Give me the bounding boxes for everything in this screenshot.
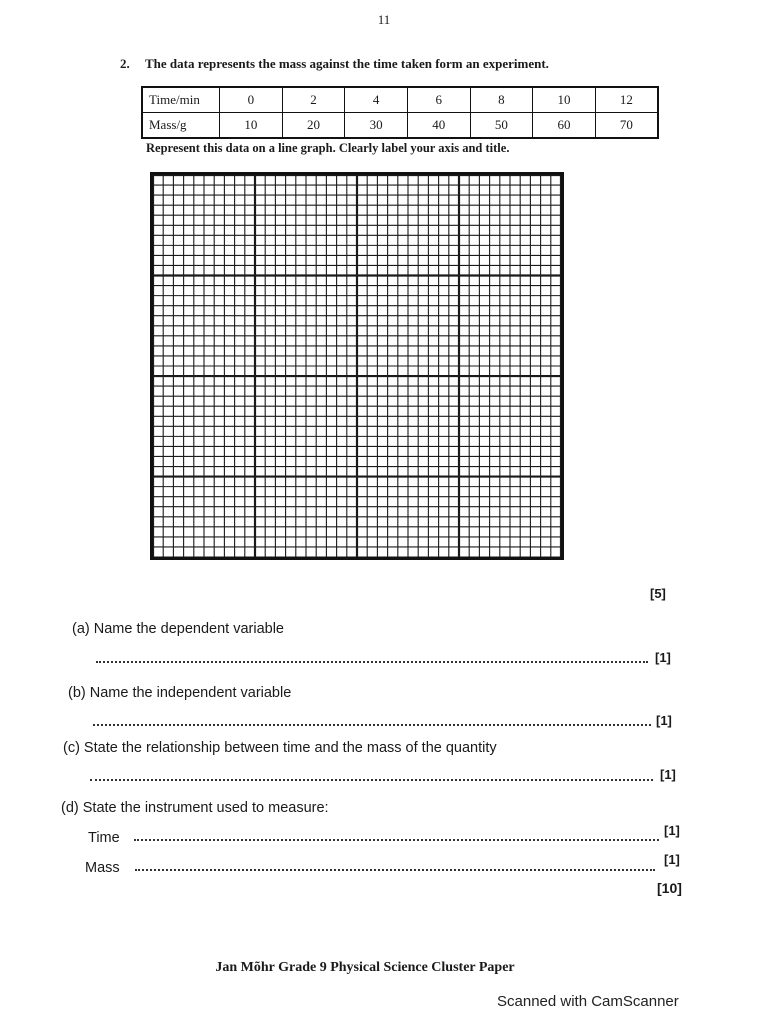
table-cell: 50: [470, 113, 533, 139]
answer-line-a[interactable]: [96, 661, 648, 663]
table-cell: 0: [220, 87, 283, 113]
question-intro: The data represents the mass against the time taken form an experiment.: [145, 56, 549, 71]
question-number: 2.: [120, 56, 130, 71]
question-c-label: (c) State the relationship between time and the mass of the quantity: [63, 740, 497, 756]
table-header-mass: Mass/g: [142, 113, 220, 139]
table-row-time: [142, 87, 658, 113]
table-cell: 12: [595, 87, 658, 113]
question-a-label: (a) Name the dependent variable: [72, 621, 284, 637]
question-d-label: (d) State the instrument used to measure:: [61, 800, 329, 816]
marks-mass: [1]: [664, 852, 680, 867]
question-d-mass-label: Mass: [85, 860, 120, 876]
data-table: [141, 86, 659, 139]
table-cell: 2: [282, 87, 345, 113]
table-cell: 8: [470, 87, 533, 113]
question-d-time-label: Time: [88, 830, 120, 846]
marks-time: [1]: [664, 823, 680, 838]
graph-paper[interactable]: [150, 172, 564, 560]
question-b-label: (b) Name the independent variable: [68, 685, 292, 701]
table-cell: 10: [220, 113, 283, 139]
table-cell: 20: [282, 113, 345, 139]
table-cell: 70: [595, 113, 658, 139]
marks-b: [1]: [656, 713, 672, 728]
table-cell: 6: [407, 87, 470, 113]
footer-title: Jan Mõhr Grade 9 Physical Science Cluster Paper: [215, 960, 515, 975]
marks-c: [1]: [660, 767, 676, 782]
table-cell: 30: [345, 113, 408, 139]
table-cell: 40: [407, 113, 470, 139]
marks-a: [1]: [655, 650, 671, 665]
table-cell: 4: [345, 87, 408, 113]
answer-line-time[interactable]: [134, 839, 659, 841]
answer-line-mass[interactable]: [135, 869, 655, 871]
total-marks: [10]: [657, 880, 682, 896]
answer-line-c[interactable]: [90, 779, 653, 781]
table-row-mass: [142, 113, 658, 139]
graph-instruction: Represent this data on a line graph. Clearly label your axis and title.: [146, 141, 510, 155]
table-cell: 60: [533, 113, 596, 139]
table-header-time: Time/min: [142, 87, 220, 113]
scanner-watermark: Scanned with CamScanner: [497, 993, 679, 1010]
table-cell: 10: [533, 87, 596, 113]
graph-marks: [5]: [650, 586, 666, 601]
page-number: 11: [377, 12, 391, 27]
answer-line-b[interactable]: [93, 724, 651, 726]
